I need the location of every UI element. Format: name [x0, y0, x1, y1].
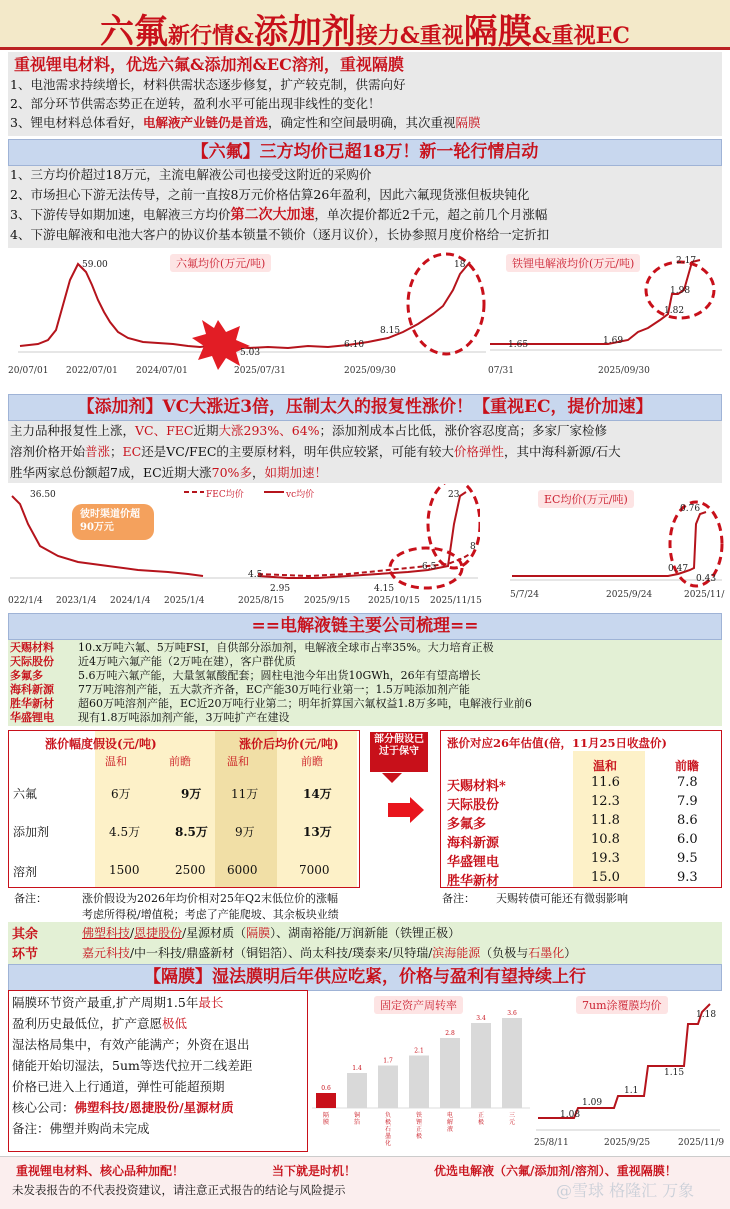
liufu-line — [20, 262, 470, 348]
section-liufu-title: 【六氟】三方均价已超18万！新一轮行情启动 — [8, 139, 722, 166]
header-banner — [0, 0, 730, 50]
notes-label: 备注： — [14, 892, 47, 905]
ec-price-chart: EC均价(万元/吨) 0.76 0.47 0.43 5/7/24 2025/9/24 2025/11/ — [508, 484, 724, 610]
separator-points: 隔膜环节资产最重,扩产周期1.5年最长 盈利历史最低位，扩产意愿极低 湿法格局集中，有效产能满产；外资在退出 储能开始切湿法，5um等迭代拉开二线差距 价格已进入上行通道，弹性可能超预期 核心公司：佛塑科技/恩捷股份/星源材质 备注：佛塑并购尚未完成 — [12, 995, 253, 1136]
bar — [378, 1066, 398, 1109]
list-item: 多氟多 5.6万吨六氟产能，大量氢氟酸配套；圆柱电池今年出货10GWh，26年有望高增长 — [10, 669, 481, 682]
bar-category-label: 极 — [384, 1119, 392, 1126]
note-3: 天赐转债可能还有微弱影响 — [496, 892, 628, 905]
section-additive-title: 【添加剂】VC大涨近3倍，压制太久的报复性涨价！【重视EC，提价加速】 — [8, 394, 722, 421]
bar-category-label: 元 — [508, 1119, 516, 1126]
bar — [409, 1056, 429, 1109]
burst-icon — [192, 320, 250, 370]
bar-category-label: 墨 — [384, 1133, 392, 1140]
bar-category-label: 铁 — [415, 1112, 423, 1119]
intro-line-2: 2、部分环节供需态势正在逆转，盈利水平可能出现非线性的变化！ — [10, 96, 381, 111]
asset-turnover-chart: 0.6 隔 膜 1.4 铜 箔 1.7 负 极 石 墨 化 2.1 铁 锂 正 极 2.8 电 解 液 3.4 正 极 3.6 三 元 固定资产周转率 — [310, 990, 532, 1154]
bar-category-label: 极 — [477, 1119, 485, 1126]
notes-label-2: 备注： — [442, 892, 475, 905]
note-1: 涨价假设为2026年均价相对25年Q2末低位价的涨幅 — [82, 892, 339, 905]
list-item: 天际股份 近4万吨六氟产能（2万吨在建），客户群优质 — [10, 655, 296, 668]
liufu-line-1: 1、三方均价超过18万元，主流电解液公司也接受这附近的采购价 — [10, 167, 372, 182]
additive-line-3: 胜华两家总份额超7成，EC近期大涨70%多，如期加速！ — [10, 465, 327, 480]
bar-category-label: 三 — [508, 1112, 516, 1119]
bar-category-label: 极 — [415, 1133, 423, 1140]
additive-line-2: 溶剂价格开始普涨；EC还是VC/FEC的主要原材料，明年供应较紧，可能有较大价格弹性，其中海科新源/石大 — [10, 444, 621, 459]
bar-value-label: 0.6 — [321, 1085, 331, 1092]
assumption-table: 涨价幅度假设(元/吨) 涨价后均价(元/吨) 温和 前瞻 温和 前瞻 六氟 6万 9万 11万 14万 添加剂 4.5万 8.5万 9万 13万 溶剂 1500 2500 6000 7000 — [8, 730, 360, 888]
bar-category-label: 锂 — [415, 1119, 423, 1126]
bar-category-label: 膜 — [322, 1119, 330, 1126]
bar-category-label: 电 — [446, 1112, 454, 1119]
vc-fec-price-chart: FEC均价 vc均价 彼时渠道价超90万元 36.50 4.5 2.95 4.15 6.5 23 8 022/1/4 2023/1/4 2024/1/4 2025/1/4 2025/8/15 2025/9/15 2025/10/15 2025/11/15 — [8, 484, 480, 610]
bar-value-label: 3.6 — [507, 1010, 517, 1017]
bar-category-label: 铜 — [353, 1112, 361, 1119]
bar-value-label: 2.8 — [445, 1030, 455, 1037]
intro-line-3: 3、锂电材料总体看好，电解液产业链仍是首选，确定性和空间最明确，其次重视隔膜 — [10, 115, 481, 130]
others-line-2: 嘉元科技/中一科技/鼎盛新材（铜铝箔）、尚太科技/璞泰来/贝特瑞/滨海能源（负极与石墨化） — [82, 946, 577, 960]
disclaimer: 未发表报告的不代表投资建议，请注意正式报告的结论与风险提示 — [12, 1183, 346, 1197]
callout-pointer-icon — [382, 773, 402, 783]
watermark: @雪球 格隆汇 万象 — [556, 1181, 695, 1200]
intro-title: 重视锂电材料，优选六氟&添加剂&EC溶剂，重视隔膜 — [14, 55, 404, 74]
bar-value-label: 1.7 — [383, 1057, 393, 1065]
bar-category-label: 化 — [384, 1140, 392, 1147]
section-separator-title: 【隔膜】湿法膜明后年供应吃紧，价格与盈利有望持续上行 — [8, 964, 722, 991]
valuation-table: 涨价对应26年估值(倍，11月25日收盘价) 温和 前瞻 天赐材料* 11.6 7.8 天际股份 12.3 7.9 多氟多 11.8 8.6 海科新源 10.8 6.0 华盛锂电 19.3 9.5 胜华新材 15.0 9.3 — [440, 730, 722, 888]
list-item: 天赐材料 10.x万吨六氟、5万吨FSI，自供部分添加剂，电解液全球市占率35%。大力培育正极 — [10, 641, 494, 654]
bar-category-label: 隔 — [322, 1112, 330, 1119]
bar-category-label: 负 — [384, 1112, 392, 1119]
bar-value-label: 3.4 — [476, 1015, 486, 1022]
bar — [316, 1093, 336, 1108]
note-2: 考虑所得税/增值税；考虑了产能爬坡、其余板块业绩 — [82, 908, 339, 921]
bar — [347, 1073, 367, 1108]
bar-category-label: 正 — [477, 1112, 485, 1119]
arrow-right-icon — [388, 803, 412, 817]
bar-value-label: 2.1 — [414, 1047, 424, 1055]
liufu-price-chart: 六氟均价(万元/吨) 59.00 5.03 6.10 8.15 18 20/07/01 2022/07/01 2024/07/01 2025/07/31 2025/09/30 — [8, 250, 488, 380]
liufu-line-3: 3、下游传导如期加速，电解液三方均价第二次大加速，单次提价都近2千元，超之前几个月涨幅 — [10, 207, 548, 223]
coated-film-price-chart: 7um涂覆膜均价 1.08 1.09 1.1 1.15 1.18 25/8/11 2025/9/25 2025/11/9 — [534, 990, 722, 1154]
chart-title: 六氟均价(万元/吨) — [170, 254, 271, 272]
page-title: 六氟新行情&添加剂接力&重视隔膜&重视EC — [100, 12, 630, 52]
liufu-line-2: 2、市场担心下游无法传导，之前一直按8万元价格估算26年盈利，因此六氟现货涨但板块钝化 — [10, 187, 530, 202]
list-item: 胜华新材 超60万吨溶剂产能，EC近20万吨行业第二；明年折算国六氟权益1.8万多吨，电解液行业前6 — [10, 697, 532, 710]
intro-line-1: 1、电池需求持续增长，材料供需状态逐步修复，扩产较克制，供需向好 — [10, 77, 406, 92]
bar-category-label: 石 — [384, 1126, 392, 1133]
bar — [440, 1038, 460, 1108]
assumption-callout: 部分假设已过于保守 — [370, 732, 428, 772]
bar-category-label: 解 — [446, 1119, 454, 1126]
bar-category-label: 液 — [446, 1126, 454, 1133]
bar-category-label: 箔 — [353, 1119, 361, 1126]
bar-category-label: 正 — [415, 1126, 423, 1133]
others-line-1: 佛塑科技/恩捷股份/星源材质（隔膜）、湖南裕能/万润新能（铁锂正极） — [82, 926, 461, 940]
bar — [502, 1018, 522, 1108]
additive-line-1: 主力品种报复性上涨，VC、FEC近期大涨293%、64%；添加剂成本占比低，涨价容忍度高；多家厂家检修 — [10, 423, 608, 438]
liufu-line-4: 4、下游电解液和电池大客户的协议价基本锁量不锁价（逐月议价），长协参照月度价格给一定折扣 — [10, 227, 550, 242]
bar-value-label: 1.4 — [352, 1065, 362, 1072]
arrow-head-icon — [410, 797, 424, 823]
price-bubble: 彼时渠道价超90万元 — [72, 504, 154, 540]
bar — [471, 1023, 491, 1108]
list-item: 海科新源 77万吨溶剂产能，五大款齐齐备，EC产能30万吨行业第一；1.5万吨添加剂产能 — [10, 683, 470, 696]
electrolyte-price-chart: 铁锂电解液均价(万元/吨) 1.65 1.69 1.82 1.98 2.17 07/31 2025/09/30 — [488, 250, 724, 380]
section-companies-title: ==电解液链主要公司梳理== — [8, 613, 722, 640]
list-item: 华盛锂电 现有1.8万吨添加剂产能，3万吨扩产在建设 — [10, 711, 290, 724]
